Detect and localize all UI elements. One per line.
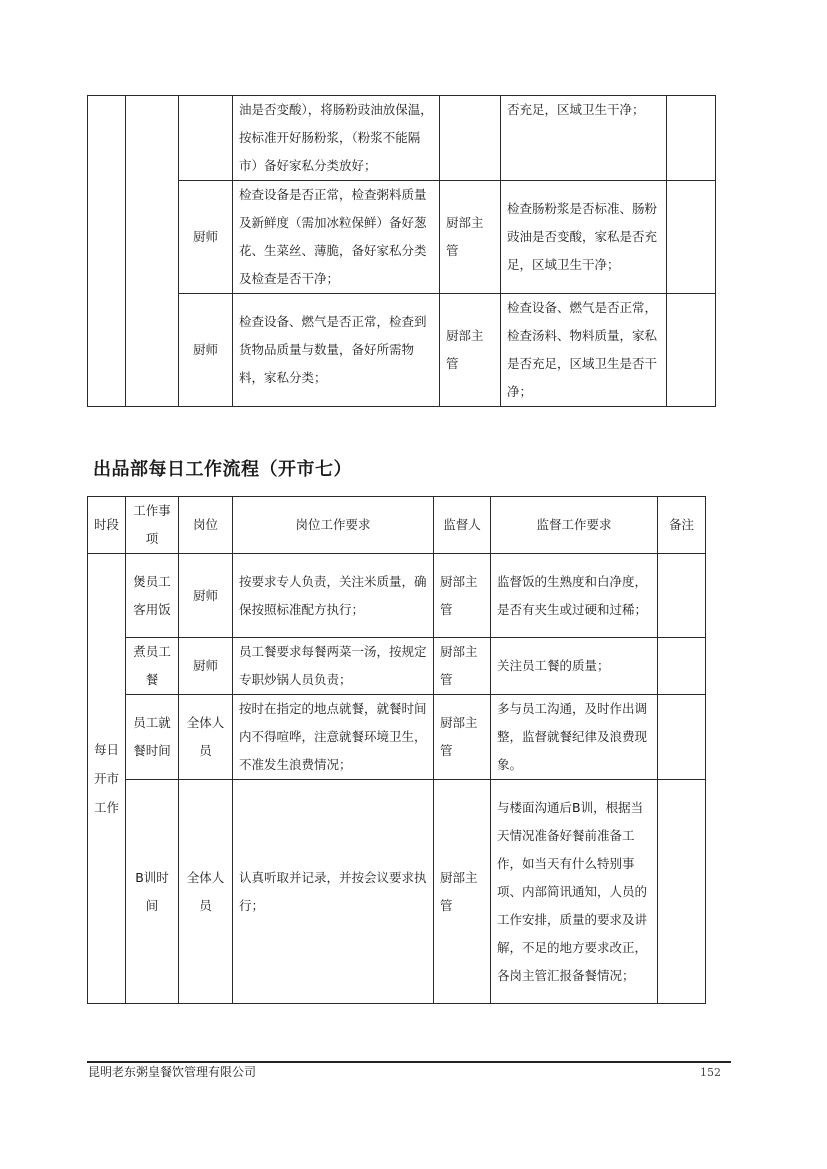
header-supervision: 监督工作要求	[491, 497, 658, 554]
role-cell: 厨师	[179, 294, 233, 407]
footer-divider	[87, 1061, 731, 1063]
header-row	[88, 497, 706, 554]
table-row	[88, 181, 716, 294]
supervisor-cell: 厨部主管	[434, 554, 491, 638]
supervision-cell: 否充足，区域卫生干净；	[501, 96, 667, 181]
supervision-cell: 多与员工沟通，及时作出调整，监督就餐纪律及浪费现象。	[491, 695, 658, 780]
remark-cell	[667, 96, 716, 181]
role-cell: 厨师	[179, 554, 233, 638]
role-cell: 厨师	[179, 181, 233, 294]
requirement-cell: 按时在指定的地点就餐，就餐时间内不得喧哗，注意就餐环境卫生，不准发生浪费情况；	[233, 695, 434, 780]
supervision-cell: 与楼面沟通后B训，根据当天情况准备好餐前准备工作，如当天有什么特别事项、内部简讯通知，人员的工作安排，质量的要求及讲解，不足的地方要求改正，各岗主管汇报备餐情况；	[491, 780, 658, 1004]
remark-cell	[658, 638, 706, 695]
supervisor-cell: 厨部主管	[440, 294, 501, 407]
footer-company: 昆明老东粥皇餐饮管理有限公司	[88, 1065, 257, 1079]
table-row	[88, 294, 716, 407]
header-period: 时段	[88, 497, 126, 554]
table-row	[88, 96, 716, 181]
task-cell: B训时间	[126, 780, 179, 1004]
requirement-cell: 按要求专人负责，关注米质量，确保按照标准配方执行；	[233, 554, 434, 638]
supervisor-cell	[440, 96, 501, 181]
table-row	[88, 695, 706, 780]
page-number: 152	[700, 1066, 721, 1079]
supervisor-cell: 厨部主管	[440, 181, 501, 294]
task-cell: 煲员工客用饭	[126, 554, 179, 638]
requirement-cell: 认真听取并记录，并按会议要求执行；	[233, 780, 434, 1004]
period-cell: 每日开市工作	[88, 554, 126, 1004]
header-remark: 备注	[658, 497, 706, 554]
role-cell: 全体人员	[179, 695, 233, 780]
remark-cell	[658, 695, 706, 780]
requirement-cell: 检查设备是否正常，检查粥料质量及新鲜度（需加冰粒保鲜）备好葱花、生菜丝、薄脆，备好家私分类及检查是否干净；	[233, 181, 440, 294]
supervisor-cell: 厨部主管	[434, 695, 491, 780]
remark-cell	[658, 780, 706, 1004]
supervision-cell: 检查肠粉浆是否标准、肠粉豉油是否变酸，家私是否充足，区域卫生干净；	[501, 181, 667, 294]
remark-cell	[658, 554, 706, 638]
table-row	[88, 638, 706, 695]
role-cell: 厨师	[179, 638, 233, 695]
task-cell	[126, 96, 179, 407]
workflow-table	[87, 496, 706, 1004]
header-supervisor: 监督人	[434, 497, 491, 554]
supervisor-cell: 厨部主管	[434, 638, 491, 695]
requirement-cell: 油是否变酸），将肠粉豉油放保温，按标准开好肠粉浆，（粉浆不能隔市）备好家私分类放好；	[233, 96, 440, 181]
supervision-cell: 检查设备、燃气是否正常，检查汤料、物料质量，家私是否充足，区域卫生是否干净；	[501, 294, 667, 407]
continuation-table	[87, 95, 716, 407]
period-cell	[88, 96, 126, 407]
supervision-cell: 监督饭的生熟度和白净度，是否有夹生或过硬和过稀；	[491, 554, 658, 638]
task-cell: 员工就餐时间	[126, 695, 179, 780]
role-cell	[179, 96, 233, 181]
header-task: 工作事项	[126, 497, 179, 554]
supervision-cell: 关注员工餐的质量；	[491, 638, 658, 695]
header-requirement: 岗位工作要求	[233, 497, 434, 554]
role-cell: 全体人员	[179, 780, 233, 1004]
requirement-cell: 员工餐要求每餐两菜一汤，按规定专职炒锅人员负责；	[233, 638, 434, 695]
table-row	[88, 554, 706, 638]
table-row	[88, 780, 706, 1004]
remark-cell	[667, 181, 716, 294]
supervisor-cell: 厨部主管	[434, 780, 491, 1004]
task-cell: 煮员工餐	[126, 638, 179, 695]
header-role: 岗位	[179, 497, 233, 554]
remark-cell	[667, 294, 716, 407]
section-title: 出品部每日工作流程（开市七）	[93, 459, 352, 480]
requirement-cell: 检查设备、燃气是否正常，检查到货物品质量与数量，备好所需物料，家私分类；	[233, 294, 440, 407]
